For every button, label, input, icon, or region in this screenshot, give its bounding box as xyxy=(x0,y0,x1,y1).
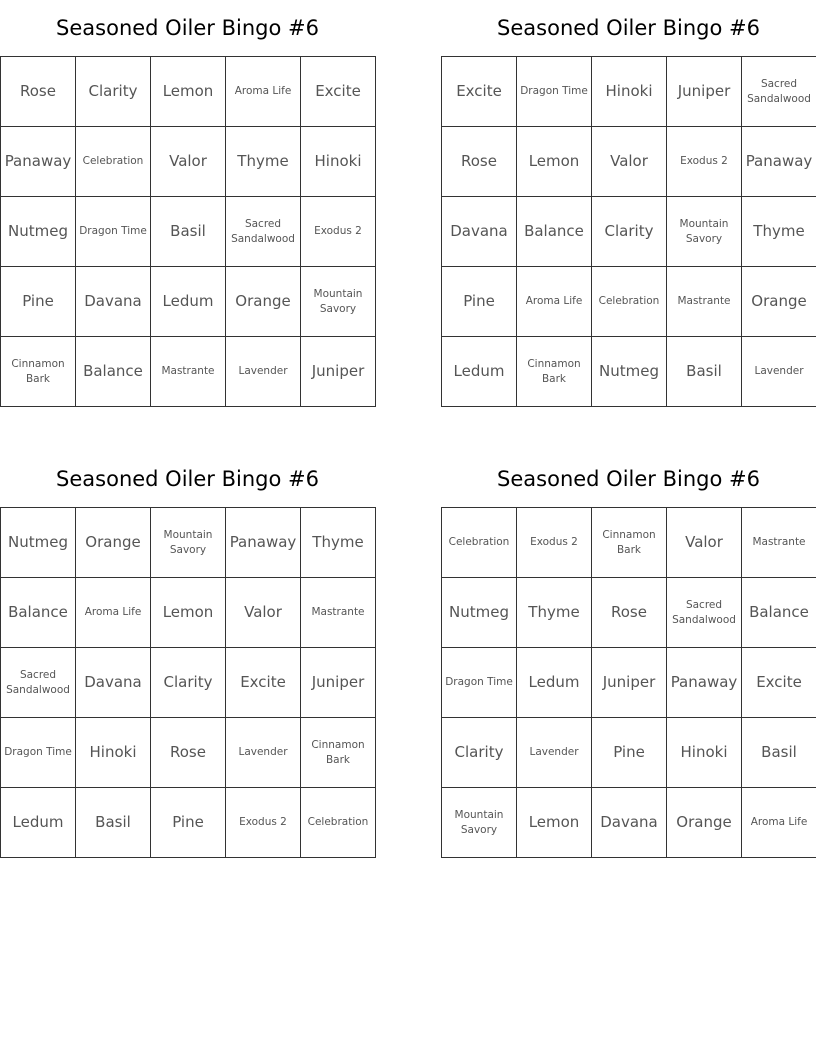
bingo-cell: Juniper xyxy=(592,648,666,717)
bingo-cell: Clarity xyxy=(76,57,150,126)
bingo-cell: Ledum xyxy=(151,267,225,336)
bingo-cell: Dragon Time xyxy=(76,197,150,266)
bingo-cell: Cinnamon Bark xyxy=(517,337,591,406)
bingo-cell: Balance xyxy=(742,578,816,647)
bingo-cell: Ledum xyxy=(517,648,591,717)
bingo-cell: Aroma Life xyxy=(76,578,150,647)
bingo-cell: Nutmeg xyxy=(1,197,75,266)
bingo-cell: Basil xyxy=(742,718,816,787)
bingo-cell: Orange xyxy=(226,267,300,336)
bingo-cell: Aroma Life xyxy=(517,267,591,336)
bingo-cell: Lemon xyxy=(517,127,591,196)
bingo-cell: Juniper xyxy=(301,337,375,406)
bingo-cell: Sacred Sandalwood xyxy=(667,578,741,647)
bingo-cell: Juniper xyxy=(301,648,375,717)
bingo-cell: Lavender xyxy=(517,718,591,787)
bingo-cell: Lemon xyxy=(517,788,591,857)
bingo-cell: Rose xyxy=(151,718,225,787)
bingo-cell: Pine xyxy=(592,718,666,787)
bingo-cell: Exodus 2 xyxy=(226,788,300,857)
bingo-cell: Valor xyxy=(592,127,666,196)
bingo-cell: Rose xyxy=(442,127,516,196)
bingo-cell: Aroma Life xyxy=(742,788,816,857)
bingo-cell: Hinoki xyxy=(592,57,666,126)
bingo-cell: Clarity xyxy=(151,648,225,717)
card-title: Seasoned Oiler Bingo #6 xyxy=(56,16,319,40)
bingo-cell: Sacred Sandalwood xyxy=(742,57,816,126)
card-title: Seasoned Oiler Bingo #6 xyxy=(497,16,760,40)
bingo-cell: Panaway xyxy=(742,127,816,196)
bingo-cell: Exodus 2 xyxy=(517,508,591,577)
bingo-cell: Dragon Time xyxy=(442,648,516,717)
bingo-cell: Pine xyxy=(442,267,516,336)
bingo-cell: Juniper xyxy=(667,57,741,126)
bingo-cell: Thyme xyxy=(517,578,591,647)
bingo-cell: Sacred Sandalwood xyxy=(1,648,75,717)
bingo-cell: Mastrante xyxy=(667,267,741,336)
bingo-cell: Exodus 2 xyxy=(667,127,741,196)
bingo-cell: Aroma Life xyxy=(226,57,300,126)
bingo-cell: Excite xyxy=(301,57,375,126)
bingo-cell: Lavender xyxy=(742,337,816,406)
bingo-cell: Sacred Sandalwood xyxy=(226,197,300,266)
bingo-cell: Orange xyxy=(76,508,150,577)
bingo-cell: Mountain Savory xyxy=(667,197,741,266)
bingo-cell: Mastrante xyxy=(301,578,375,647)
bingo-cell: Panaway xyxy=(667,648,741,717)
bingo-cell: Hinoki xyxy=(667,718,741,787)
bingo-cell: Basil xyxy=(151,197,225,266)
bingo-cell: Thyme xyxy=(742,197,816,266)
card-title: Seasoned Oiler Bingo #6 xyxy=(56,467,319,491)
bingo-cell: Excite xyxy=(226,648,300,717)
bingo-cell: Nutmeg xyxy=(1,508,75,577)
bingo-cell: Nutmeg xyxy=(592,337,666,406)
bingo-cell: Ledum xyxy=(442,337,516,406)
bingo-cell: Basil xyxy=(667,337,741,406)
bingo-cell: Lemon xyxy=(151,578,225,647)
bingo-cell: Thyme xyxy=(226,127,300,196)
bingo-cell: Davana xyxy=(592,788,666,857)
bingo-cell: Hinoki xyxy=(76,718,150,787)
bingo-cell: Davana xyxy=(76,267,150,336)
bingo-cell: Mountain Savory xyxy=(151,508,225,577)
bingo-cell: Rose xyxy=(1,57,75,126)
bingo-grid xyxy=(0,507,376,858)
bingo-cell: Cinnamon Bark xyxy=(592,508,666,577)
bingo-cell: Celebration xyxy=(301,788,375,857)
bingo-cell: Dragon Time xyxy=(1,718,75,787)
bingo-cell: Mastrante xyxy=(742,508,816,577)
bingo-cell: Lavender xyxy=(226,337,300,406)
bingo-cell: Davana xyxy=(442,197,516,266)
bingo-cell: Orange xyxy=(742,267,816,336)
bingo-cell: Mountain Savory xyxy=(442,788,516,857)
bingo-cell: Nutmeg xyxy=(442,578,516,647)
bingo-cell: Lemon xyxy=(151,57,225,126)
bingo-cell: Balance xyxy=(517,197,591,266)
bingo-cell: Balance xyxy=(1,578,75,647)
bingo-cell: Clarity xyxy=(442,718,516,787)
bingo-cell: Dragon Time xyxy=(517,57,591,126)
bingo-cell: Mountain Savory xyxy=(301,267,375,336)
bingo-cell: Ledum xyxy=(1,788,75,857)
bingo-cell: Clarity xyxy=(592,197,666,266)
bingo-grid xyxy=(0,56,376,407)
bingo-grid xyxy=(441,56,816,407)
bingo-cell: Valor xyxy=(151,127,225,196)
bingo-cell: Celebration xyxy=(76,127,150,196)
bingo-cell: Valor xyxy=(226,578,300,647)
bingo-cell: Rose xyxy=(592,578,666,647)
bingo-cell: Mastrante xyxy=(151,337,225,406)
bingo-cell: Pine xyxy=(151,788,225,857)
bingo-cell: Orange xyxy=(667,788,741,857)
bingo-cell: Celebration xyxy=(592,267,666,336)
bingo-cell: Panaway xyxy=(1,127,75,196)
bingo-cell: Excite xyxy=(742,648,816,717)
bingo-cell: Exodus 2 xyxy=(301,197,375,266)
bingo-cell: Balance xyxy=(76,337,150,406)
bingo-cell: Pine xyxy=(1,267,75,336)
bingo-cell: Thyme xyxy=(301,508,375,577)
bingo-cell: Valor xyxy=(667,508,741,577)
bingo-cell: Hinoki xyxy=(301,127,375,196)
bingo-cell: Lavender xyxy=(226,718,300,787)
card-title: Seasoned Oiler Bingo #6 xyxy=(497,467,760,491)
bingo-cell: Celebration xyxy=(442,508,516,577)
bingo-cell: Basil xyxy=(76,788,150,857)
bingo-cell: Excite xyxy=(442,57,516,126)
bingo-cell: Davana xyxy=(76,648,150,717)
bingo-cell: Cinnamon Bark xyxy=(1,337,75,406)
bingo-cell: Panaway xyxy=(226,508,300,577)
bingo-grid xyxy=(441,507,816,858)
bingo-cell: Cinnamon Bark xyxy=(301,718,375,787)
